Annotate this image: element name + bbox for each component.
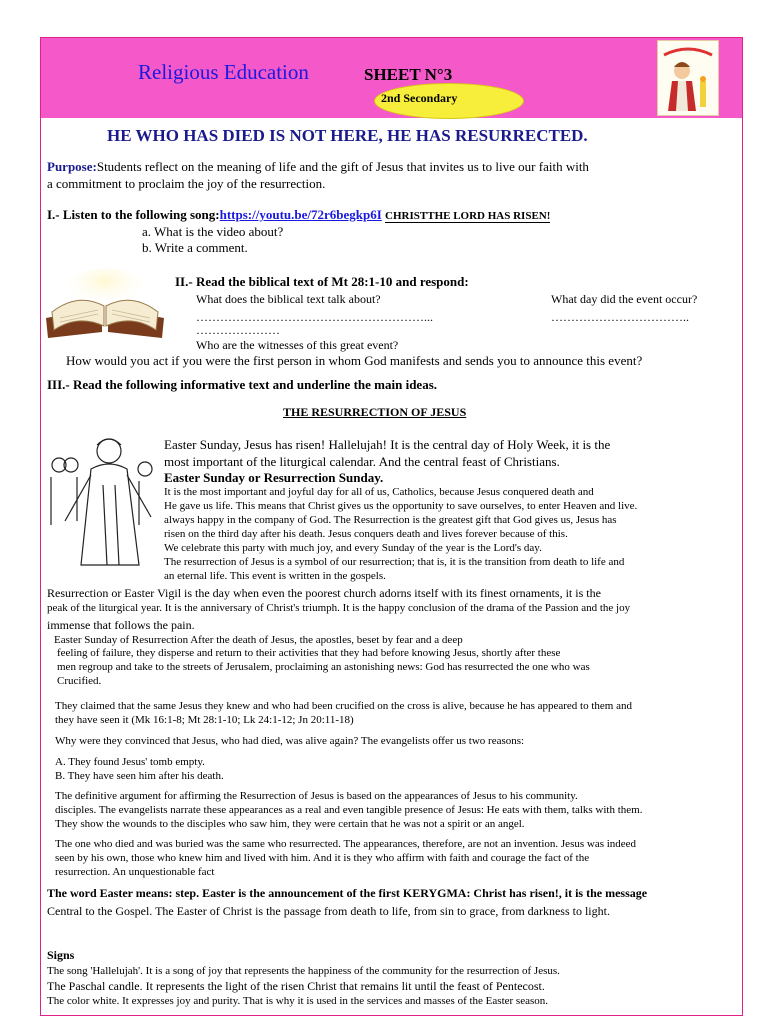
level-badge — [374, 83, 524, 119]
para-20: Why were they convinced that Jesus, who had died, was alive again? The evangelists offer us two reasons: — [55, 735, 525, 747]
section1-line — [47, 207, 550, 223]
question-witnesses: Who are the witnesses of this great event? — [196, 338, 399, 352]
header-title: Religious Education — [138, 60, 309, 84]
section1-heading: I.- Listen to the following song: — [47, 207, 220, 222]
answer-line-2[interactable]: …………………………….. — [551, 310, 689, 324]
open-bible-illustration — [42, 268, 168, 340]
purpose-text-2: a commitment to proclaim the joy of the resurrection. — [47, 176, 326, 191]
para-2: most important of the liturgical calendar. And the central feast of Christians. — [164, 454, 560, 469]
para-9: The resurrection of Jesus is a symbol of our resurrection; that is, it is the transition from death to life and — [164, 556, 625, 568]
para-26: The one who died and was buried was the same who resurrected. The appearances, therefore, are not an invention. Jesus was indeed — [55, 838, 637, 850]
song-link[interactable]: https://youtu.be/72r6begkp6I — [219, 207, 382, 222]
easter-central: Central to the Gospel. The Easter of Christ is the passage from death to life, from sin to grace, from darkness to light. — [47, 904, 610, 918]
question-day: What day did the event occur? — [551, 292, 698, 306]
resurrection-subtitle: THE RESURRECTION OF JESUS — [283, 405, 467, 419]
question-biblical-text: What does the biblical text talk about? — [196, 292, 381, 306]
para-3-heading: Easter Sunday or Resurrection Sunday. — [164, 470, 384, 485]
purpose-line-1 — [47, 159, 589, 175]
para-18: They claimed that the same Jesus they knew and who had been crucified on the cross is alive, because he has appeared to them and — [55, 700, 632, 712]
para-24: disciples. The evangelists narrate these appearances as a real and even tangible presence of Jesus: He eats with them, talks with them. — [55, 804, 643, 816]
para-6: always happy in the company of God. The Resurrection is the greatest gift that God gives us, Jesus has — [164, 514, 617, 526]
para-11: Resurrection or Easter Vigil is the day when even the poorest church adorns itself with its finest ornaments, it is the — [47, 586, 601, 600]
para-4: It is the most important and joyful day for all of us, Catholics, because Jesus conquered death and — [164, 486, 594, 498]
answer-line-3[interactable]: ………………… — [196, 323, 280, 337]
para-19: they have seen it (Mk 16:1-8; Mt 28:1-10; Lk 24:1-12; Jn 20:11-18) — [55, 714, 354, 726]
para-8: We celebrate this party with much joy, and every Sunday of the year is the Lord's day. — [164, 542, 542, 554]
answer-line-1[interactable]: …………………………………………………... — [196, 310, 433, 324]
para-23: The definitive argument for affirming the Resurrection of Jesus is based on the appearances of Jesus to his community. — [55, 790, 578, 802]
reason-b: B. They have seen him after his death. — [55, 770, 224, 782]
para-13: immense that follows the pain. — [47, 618, 195, 632]
question-b: b. Write a comment. — [142, 240, 248, 255]
easter-meaning: The word Easter means: step. Easter is the announcement of the first KERYGMA: Christ has risen!, it is the message — [47, 886, 648, 900]
para-10: an eternal life. This event is written in the gospels. — [164, 570, 386, 582]
purpose-text-1: Students reflect on the meaning of life and the gift of Jesus that invites us to live our faith with — [96, 159, 589, 174]
level-label: 2nd Secondary — [381, 91, 458, 105]
para-7: risen on the third day after his death. Jesus conquers death and lives forever because of this. — [164, 528, 568, 540]
section2-heading: II.- Read the biblical text of Mt 28:1-10 and respond: — [175, 274, 469, 289]
sheet-number: SHEET N°3 — [364, 65, 453, 84]
sign-hallelujah: The song 'Hallelujah'. It is a song of joy that represents the happiness of the community for the resurrection of Jesus. — [47, 965, 560, 977]
question-how-act: How would you act if you were the first person in whom God manifests and sends you to announce this event? — [66, 353, 643, 368]
section3-heading: III.- Read the following informative text and underline the main ideas. — [47, 377, 437, 392]
question-a: a. What is the video about? — [142, 224, 284, 239]
para-25: They show the wounds to the disciples who saw him, they were certain that he was not a spirit or an angel. — [55, 818, 525, 830]
risen-jesus-illustration — [47, 425, 159, 570]
purpose-label: Purpose: — [47, 159, 97, 174]
para-16: men regroup and take to the streets of Jerusalem, proclaiming an astonishing news: God has resurrected the one who was — [57, 661, 590, 673]
para-1: Easter Sunday, Jesus has risen! Hallelujah! It is the central day of Holy Week, it is the — [164, 437, 611, 452]
song-title: CHRISTTHE LORD HAS RISEN! — [385, 210, 551, 222]
reason-a: A. They found Jesus' tomb empty. — [55, 756, 205, 768]
para-17: Crucified. — [57, 675, 102, 687]
para-15: feeling of failure, they disperse and return to their activities that they had before knowing Jesus, shortly after these — [57, 647, 561, 659]
para-27: seen by his own, those who knew him and lived with him. And it is they who affirm with faith and courage the fact of the — [55, 852, 590, 864]
para-5: He gave us life. This means that Christ gives us the opportunity to save ourselves, to enter Heaven and live. — [164, 500, 638, 512]
sign-white-color: The color white. It expresses joy and purity. That is why it is used in the services and masses of the Easter season. — [47, 995, 548, 1007]
sign-paschal-candle: The Paschal candle. It represents the light of the risen Christ that remains lit until the feast of Pentecost. — [47, 979, 545, 993]
signs-heading: Signs — [47, 948, 75, 962]
para-12: peak of the liturgical year. It is the anniversary of Christ's triumph. It is the happy conclusion of the drama of the Passion and the joy — [47, 602, 631, 614]
religion-logo — [657, 40, 719, 116]
headline: HE WHO HAS DIED IS NOT HERE, HE HAS RESURRECTED. — [107, 126, 588, 145]
para-28: resurrection. An unquestionable fact — [55, 866, 215, 878]
para-14: Easter Sunday of Resurrection After the death of Jesus, the apostles, beset by fear and a deep — [54, 634, 463, 646]
